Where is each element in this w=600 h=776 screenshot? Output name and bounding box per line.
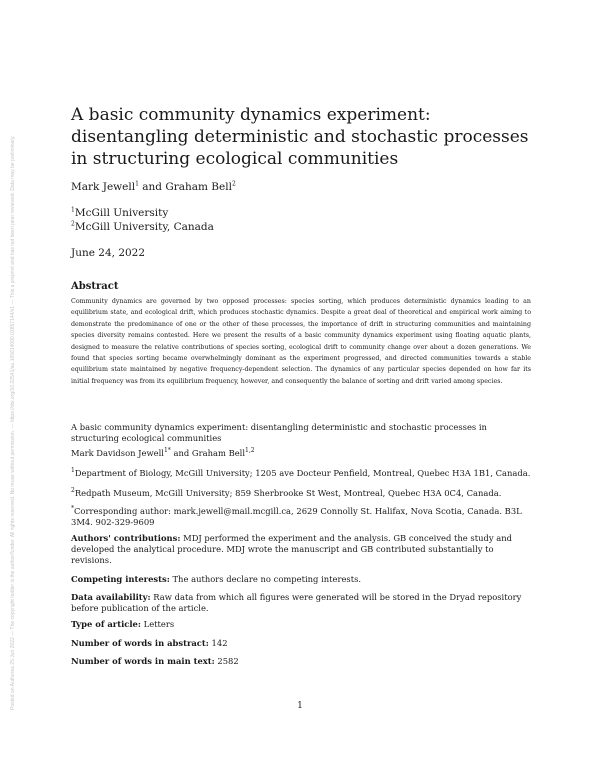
author-line <box>71 448 533 459</box>
abstract-text: Community dynamics are governed by two opposed processes: species sorting, which produces deterministic dynamics leading to an equilibrium state, and ecological drift, which produces stochastic dynamics. Despite a great deal of theoretical and empirical work aiming to demonstrate the predominance of one or the other of these processes, the importance of drift in structuring communities and maintaining species diversity remains contested. Here we present the results of a basic community dynamics experiment using floating aquatic plants, designed to measure the relative contributions of species sorting, ecological drift to community change over about a dozen generations. We found that species sorting became overwhelmingly dominant as the experiment progressed, and directed communities towards a stable equilibrium state maintained by negative frequency-dependent selection. The dynamics of any particular species depended on how far its initial frequency was from its equilibrium frequency, however, and consequently the balance of sorting and drift varied among species. <box>71 298 531 385</box>
affiliation-text: Redpath Museum, McGill University; 859 Sherbrooke St West, Montreal, Quebec H3A 0C4, Canada. <box>74 488 502 498</box>
page-number: 1 <box>297 701 303 711</box>
data-availability-label: Data availability: <box>71 592 151 602</box>
affiliation <box>71 206 214 220</box>
author-name: Mark Davidson Jewell <box>71 448 164 458</box>
affiliations <box>71 206 214 234</box>
article-type-value: Letters <box>140 619 175 629</box>
competing-interests-text: The authors declare no competing interests. <box>169 574 362 584</box>
affiliation-marker: 2 <box>71 487 75 495</box>
affiliation-marker: 1* <box>163 447 171 455</box>
abstract-heading: Abstract <box>71 281 119 292</box>
affiliation-marker: 1 <box>71 206 75 214</box>
affiliation <box>71 468 533 479</box>
corresponding-author <box>71 506 533 528</box>
preprint-sidebar-notice <box>4 70 18 710</box>
competing-interests <box>71 574 533 585</box>
author-name: Graham Bell <box>165 181 232 193</box>
abstract-word-count <box>71 638 533 649</box>
corresponding-author-text: Corresponding author: mark.jewell@mail.mcgill.ca, 2629 Connolly St. Halifax, Nova Scotia, Canada. B3L 3M4. 902-329-9609 <box>71 506 522 527</box>
main-text-word-count <box>71 656 533 667</box>
corresponding-marker: * <box>71 505 74 513</box>
contributions-text: MDJ performed the experiment and the analysis. GB conceived the study and developed the analytical procedure. MDJ wrote the manuscript and GB contributed substantially to revisions. <box>71 533 512 565</box>
sidebar-text: Posted on Authorea 25 Jun 2022 — The copyright holder is the author/funder. All rights reserved. No reuse without permission. — https://doi.org/10.22541/au.165614000.03857144/v1 — This a preprint and has not been peer reviewed. Data may be preliminary. <box>10 135 16 710</box>
data-availability-text: Raw data from which all figures were generated will be stored in the Dryad repository before publication of the article. <box>71 592 522 613</box>
manuscript-title: A basic community dynamics experiment: disentangling deterministic and stochastic processes in structuring ecological communities <box>71 422 487 443</box>
author-separator: and <box>138 181 166 193</box>
affiliation-marker: 2 <box>231 180 236 188</box>
affiliation-marker: 1 <box>135 180 139 188</box>
affiliation-text: McGill University <box>74 207 169 219</box>
article-type <box>71 619 533 630</box>
affiliation-marker: 1 <box>71 467 75 475</box>
affiliation-marker: 1,2 <box>245 447 255 455</box>
competing-interests-label: Competing interests: <box>71 574 170 584</box>
article-type-label: Type of article: <box>71 619 141 629</box>
main-text-word-count-value: 2582 <box>214 656 239 666</box>
affiliation <box>71 488 533 499</box>
author-name: Graham Bell <box>191 448 246 458</box>
abstract-word-count-value: 142 <box>208 638 228 648</box>
affiliation-text: McGill University, Canada <box>74 221 214 233</box>
main-text-word-count-label: Number of words in main text: <box>71 656 215 666</box>
abstract-word-count-label: Number of words in abstract: <box>71 638 209 648</box>
affiliation <box>71 220 214 234</box>
data-availability <box>71 592 533 614</box>
affiliation-text: Department of Biology, McGill University; 1205 ave Docteur Penfield, Montreal, Quebec H3A 1B1, Canada. <box>74 468 531 478</box>
author-separator: and <box>170 448 192 458</box>
paper-title: A basic community dynamics experiment: disentangling deterministic and stochastic processes in structuring ecological communities <box>71 105 529 169</box>
contributions-label: Authors' contributions: <box>71 533 181 543</box>
author-line <box>71 181 236 193</box>
author-contributions <box>71 533 533 566</box>
affiliation-marker: 2 <box>71 220 75 228</box>
author-name: Mark Jewell <box>71 181 136 193</box>
publication-date: June 24, 2022 <box>71 247 146 259</box>
